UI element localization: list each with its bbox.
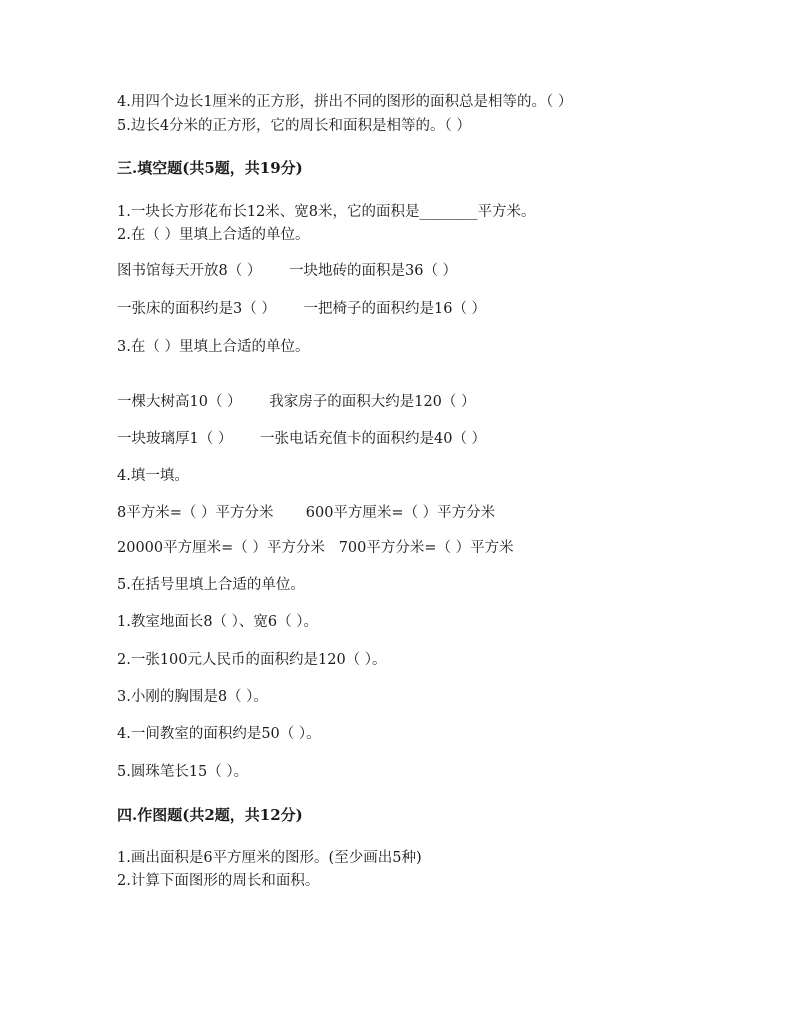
draw-question-2: 2.计算下面图形的周长和面积。 xyxy=(117,873,320,889)
fill-question-2-line-1: 图书馆每天开放8（ ） 一块地砖的面积是36（ ） xyxy=(117,263,458,279)
judge-question-5: 5.边长4分米的正方形，它的周长和面积是相等的。（ ） xyxy=(117,118,471,134)
judge-question-4: 4.用四个边长1厘米的正方形，拼出不同的图形的面积总是相等的。（ ） xyxy=(117,94,573,110)
draw-question-1: 1.画出面积是6平方厘米的图形。(至少画出5种) xyxy=(117,850,422,866)
fill-question-4: 4.填一填。 xyxy=(117,468,189,484)
fill-question-5-item: 2.一张100元人民币的面积约是120（ ）。 xyxy=(117,652,387,668)
fill-question-5-item: 4.一间教室的面积约是50（ ）。 xyxy=(117,726,321,742)
fill-question-5-item: 3.小刚的胸围是8（ ）。 xyxy=(117,689,268,705)
fill-question-4-line-1: 8平方米=（ ）平方分米 600平方厘米=（ ）平方分米 xyxy=(117,505,496,521)
fill-question-5-item: 5.圆珠笔长15（ ）。 xyxy=(117,764,249,780)
fill-question-5: 5.在括号里填上合适的单位。 xyxy=(117,577,305,593)
section-4-heading: 四.作图题(共2题，共12分) xyxy=(117,806,303,824)
fill-question-3-line-1: 一棵大树高10（ ） 我家房子的面积大约是120（ ） xyxy=(117,394,476,410)
section-3-heading: 三.填空题(共5题，共19分) xyxy=(117,159,303,177)
fill-question-4-line-2: 20000平方厘米=（ ）平方分米 700平方分米=（ ）平方米 xyxy=(117,540,514,556)
fill-question-1: 1.一块长方形花布长12米、宽8米，它的面积是________平方米。 xyxy=(117,204,536,220)
fill-question-2: 2.在（ ）里填上合适的单位。 xyxy=(117,227,310,243)
fill-question-5-item: 1.教室地面长8（ ）、宽6（ ）。 xyxy=(117,614,319,630)
fill-question-2-line-2: 一张床的面积约是3（ ） 一把椅子的面积约是16（ ） xyxy=(117,301,487,317)
fill-question-3-line-2: 一块玻璃厚1（ ） 一张电话充值卡的面积约是40（ ） xyxy=(117,431,487,447)
fill-question-3: 3.在（ ）里填上合适的单位。 xyxy=(117,339,310,355)
